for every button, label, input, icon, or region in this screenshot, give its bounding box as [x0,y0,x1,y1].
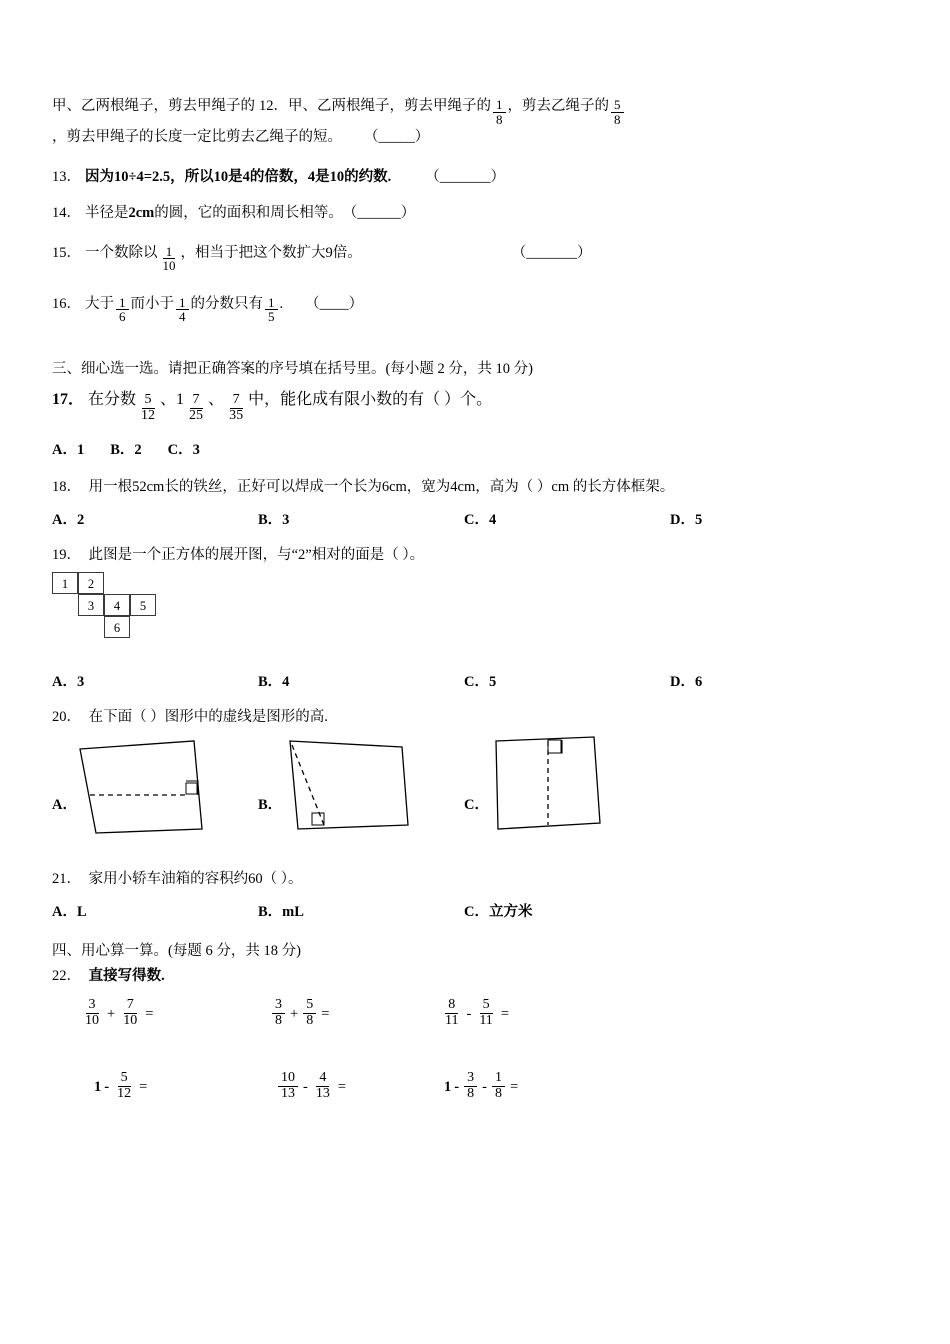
calc-1-operator: + [107,1006,116,1023]
calc-1-equals: = [145,1006,154,1023]
calc-5-frac-b [313,1071,333,1101]
calc-5-equals: = [337,1078,347,1095]
q20-text: 在下面（ ）图形中的虚线是图形的高. [88,709,328,726]
calc-6-frac-c [492,1071,505,1101]
net-cell-1: 1 [52,572,78,594]
q15-num: 15． [52,244,81,261]
q12-t3: ，剪去甲绳子的长度一定比剪去乙绳子的短。 [52,129,342,146]
q17-frac-2-denominator: 25 [189,407,204,423]
calc-5-frac-b-denominator: 13 [315,1085,330,1101]
q16-t2: 而小于 [130,295,174,312]
q16-frac-2 [176,296,189,324]
question-19 [52,543,900,564]
calc-4-operator: - [104,1078,110,1095]
q19-option-a[interactable]: A．3 [52,674,85,691]
q14-t1: 半径是 [85,204,129,221]
page-content [52,96,900,1102]
calc-6-operator: - [454,1078,460,1095]
q15-frac [160,245,179,273]
q16-frac-3-denominator: 5 [268,309,275,325]
q17-pre: 在分数 [88,391,137,409]
q12-t2: ，剪去乙绳子的 [507,98,609,114]
q19-option-c[interactable]: C．5 [464,674,497,691]
calc-5-frac-a-numerator: 10 [278,1071,298,1087]
shape-c-quadrilateral [488,733,618,843]
question-20-figures [52,733,900,853]
calc-1-frac-a-numerator: 3 [86,998,99,1014]
q12-frac-2-numerator: 5 [611,98,624,113]
q17-mid1: 、1 [160,391,185,409]
q13-text: 因为10÷4=2.5，所以10是4的倍数，4是10的约数. [85,169,392,186]
q17-frac-3-denominator: 35 [229,407,244,423]
cube-net [52,572,212,644]
q12-frac-1-denominator: 8 [496,111,503,127]
net-cell-4: 4 [104,594,130,616]
question-17 [52,388,900,424]
q12-answer-blank[interactable]: （_____） [364,129,430,146]
q14-t2: 的圆，它的面积和周长相等。 [154,204,343,221]
q20-option-a[interactable]: A． [52,797,77,814]
q15-t2: ，相当于把这个数扩大9倍。 [180,244,362,261]
q17-option-c[interactable]: C．3 [167,442,200,459]
q20-option-b[interactable]: B． [258,797,283,814]
choice-section-heading: 三、细心选一选。请把正确答案的序号填在括号里。(每小题 2 分，共 10 分) [52,361,533,378]
net-cell-3: 3 [78,594,104,616]
cube-net-figure [52,572,900,644]
calc-5-frac-a-denominator: 13 [281,1085,295,1101]
q18-option-c[interactable]: C．4 [464,512,497,529]
question-17-options [52,438,900,459]
calc-2-frac-b [303,998,316,1028]
calc-3-frac-a-denominator: 11 [445,1013,459,1029]
question-21-options [52,900,900,921]
q16-t1: 大于 [85,295,114,312]
calc-1-frac-b-denominator: 10 [123,1013,138,1029]
question-12 [52,96,900,149]
q17-frac-1 [138,393,158,423]
q21-option-b[interactable]: B．mL [258,904,304,921]
q16-t3: 的分数只有 [190,295,263,312]
q13-num: 13． [52,169,81,186]
net-cell-2: 2 [78,572,104,594]
q19-num: 19． [52,547,81,564]
calc-1-frac-b-numerator: 7 [124,998,137,1014]
calc-item-3[interactable] [430,999,600,1029]
q14-value: 2cm [128,204,155,221]
q17-frac-2 [186,393,206,423]
q12-frac-2 [611,98,624,126]
q22-title: 直接写得数. [88,968,165,985]
q16-frac-2-denominator: 4 [179,309,186,325]
question-18-options [52,508,900,529]
q17-post: 中，能化成有限小数的有（ ）个。 [248,391,493,409]
q15-frac-denominator: 10 [162,258,176,274]
calc-item-2[interactable] [248,999,430,1029]
calc-item-5[interactable] [262,1069,436,1102]
question-19-options [52,670,900,691]
calc-1-frac-b [120,998,140,1028]
calc-3-operator: - [466,1006,472,1023]
q17-frac-1-denominator: 12 [141,407,156,423]
calc-2-frac-a-numerator: 3 [272,998,285,1014]
q18-option-d[interactable]: D．5 [670,512,703,529]
net-cell-6: 6 [104,616,130,638]
q16-frac-1-numerator: 1 [116,296,129,311]
q12-frac-2-denominator: 8 [614,111,621,127]
q19-option-d[interactable]: D．6 [670,674,703,691]
q16-frac-1-denominator: 6 [119,309,126,325]
calc-1-frac-a-denominator: 10 [85,1013,99,1029]
question-20 [52,705,900,726]
question-13 [52,167,900,189]
q16-frac-2-numerator: 1 [176,296,189,311]
question-14 [52,203,900,225]
q21-num: 21． [52,871,81,888]
calc-2-frac-a [272,998,285,1028]
calc-3-frac-b-numerator: 5 [480,998,493,1014]
q20-option-c[interactable]: C． [464,797,489,814]
q16-frac-1 [116,296,129,324]
calc-2-equals: = [321,1006,330,1023]
q16-frac-3 [265,296,278,324]
q17-num: 17． [52,391,85,409]
calc-6-equals: = [509,1078,519,1095]
question-18 [52,475,900,496]
q16-t4: . [279,295,284,312]
calc-3-frac-b [476,998,495,1028]
calc-row-2 [52,1069,900,1102]
q22-num: 22． [52,968,81,985]
question-21 [52,867,900,888]
q16-num: 16． [52,295,81,312]
calc-6-frac-b [464,1071,477,1101]
q14-answer-blank[interactable]: （______） [342,204,416,221]
q18-num: 18． [52,479,81,496]
q15-t1: 一个数除以 [85,244,158,261]
calc-row-1 [52,999,900,1029]
question-22 [52,964,900,985]
q12-t1: 甲、乙两根绳子，剪去甲绳子的 [288,98,491,114]
calc-3-frac-b-denominator: 11 [479,1013,493,1029]
calc-2-operator: + [290,1006,299,1023]
calc-4-frac-b-numerator: 5 [118,1071,131,1087]
q15-frac-numerator: 1 [163,245,176,260]
q14-num: 14． [52,204,81,221]
q21-text: 家用小轿车油箱的容积约60（ ）。 [88,871,303,888]
q21-option-a[interactable]: A．L [52,904,87,921]
q17-option-a[interactable]: A．1 [52,442,85,459]
calc-5-frac-b-numerator: 4 [316,1071,329,1087]
calc-2-frac-a-denominator: 8 [275,1013,282,1029]
q17-frac-3-numerator: 7 [230,393,243,409]
calc-section-heading: 四、用心算一算。(每题 6 分，共 18 分) [52,943,301,960]
calc-item-4[interactable] [52,1069,262,1102]
q12-frac-1 [493,98,506,126]
q20-num: 20． [52,709,81,726]
calc-2-frac-b-denominator: 8 [306,1013,314,1029]
calc-6-integer: 1 [444,1078,452,1095]
calc-6-frac-b-numerator: 3 [464,1071,477,1087]
calc-2-frac-b-numerator: 5 [303,998,316,1014]
q18-option-a[interactable]: A．2 [52,512,85,529]
q16-frac-3-numerator: 1 [265,296,278,311]
q17-frac-3 [226,393,246,423]
calc-item-1[interactable] [52,999,248,1029]
shape-a-quadrilateral [76,733,216,843]
calc-4-integer: 1 [94,1078,102,1095]
calc-1-frac-a [82,998,102,1028]
q17-option-b[interactable]: B．2 [110,442,142,459]
q19-text: 此图是一个正方体的展开图，与“2”相对的面是（ ）。 [88,547,425,564]
q15-answer-blank[interactable]: （_______） [511,244,592,261]
calc-4-equals: = [139,1078,148,1095]
calc-4-frac-b-denominator: 12 [117,1085,132,1101]
question-15 [52,243,900,274]
question-12-number: 甲、乙两根绳子，剪去甲绳子的 [52,98,255,114]
q12-num: 12． [259,98,288,114]
shape-b-trapezoid [282,733,432,843]
calc-6-frac-b-denominator: 8 [467,1085,475,1101]
q16-answer-blank[interactable]: （____） [305,295,364,312]
calc-6-frac-c-numerator: 1 [492,1071,505,1087]
calc-6-frac-c-denominator: 8 [494,1085,502,1101]
calc-5-frac-a [278,1071,298,1101]
calc-3-frac-a-numerator: 8 [445,998,458,1014]
q17-mid2: 、 [208,391,225,409]
q19-option-b[interactable]: B．4 [258,674,290,691]
question-16 [52,294,900,325]
net-cell-5: 5 [130,594,156,616]
q18-option-b[interactable]: B．3 [258,512,290,529]
calc-5-operator: - [303,1078,308,1095]
q21-option-c[interactable]: C．立方米 [464,904,533,921]
calc-item-6[interactable] [436,1069,604,1102]
q13-answer-blank[interactable]: （_______） [425,169,505,186]
calc-4-frac-b [114,1071,134,1101]
q12-frac-1-numerator: 1 [493,98,506,113]
calc-3-frac-a [442,998,461,1028]
calc-6-operator-2: - [482,1078,487,1095]
q17-frac-2-numerator: 7 [190,393,203,409]
q18-text: 用一根52cm长的铁丝，正好可以焊成一个长为6cm，宽为4cm，高为（ ）cm 的长方体框架。 [88,479,675,496]
q17-frac-1-numerator: 5 [142,393,155,409]
calc-3-equals: = [500,1006,509,1023]
